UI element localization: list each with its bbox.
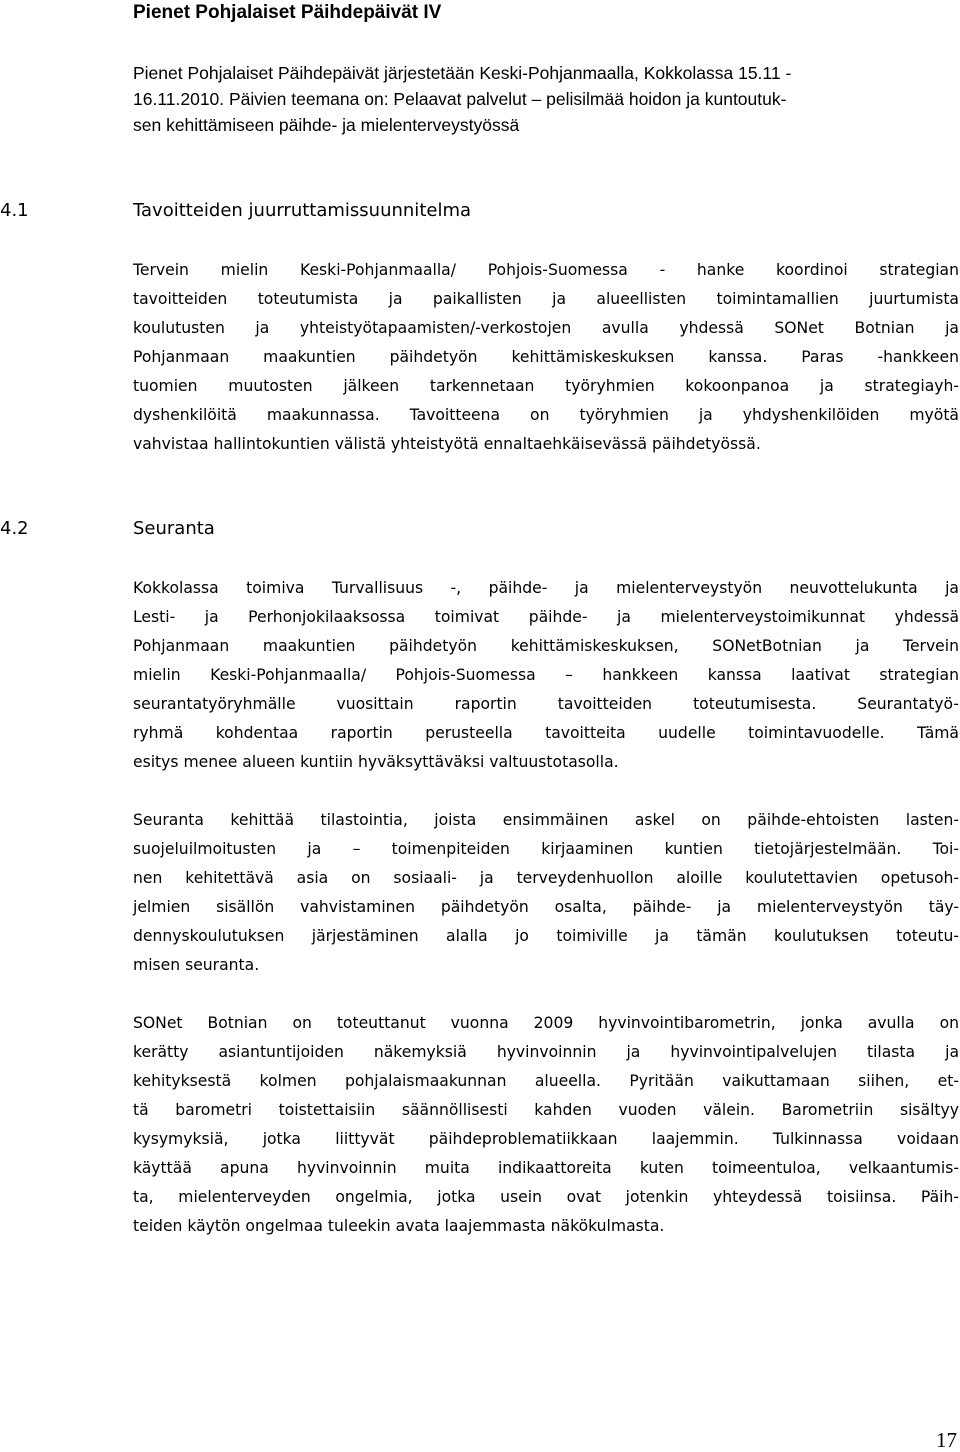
text-line: kehityksestä kolmen pohjalaismaakunnan alueella. Pyritään vaikuttamaan siihen, et- bbox=[133, 1072, 959, 1090]
text-line: käyttää apuna hyvinvoinnin muita indikaattoreita kuten toimeentuloa, velkaantumis- bbox=[133, 1159, 959, 1177]
text-line: Kokkolassa toimiva Turvallisuus -, päihde- ja mielenterveystyön neuvottelukunta ja bbox=[133, 579, 959, 597]
text-line: esitys menee alueen kuntiin hyväksyttäväksi valtuustotasolla. bbox=[133, 753, 619, 771]
intro-line: Pienet Pohjalaiset Päihdepäivät järjestetään Keski-Pohjanmaalla, Kokkolassa 15.11 - bbox=[133, 63, 792, 83]
text-line: jelmien sisällön vahvistaminen päihdetyön osalta, päihde- ja mielenterveystyön täy- bbox=[133, 898, 959, 916]
section-title: Seuranta bbox=[133, 518, 215, 539]
text-line: ta, mielenterveyden ongelmia, jotka usein ovat jotenkin yhteydessä toisiinsa. Päih- bbox=[133, 1188, 959, 1206]
text-line: Pohjanmaan maakuntien päihdetyön kehittämiskeskuksen, SONetBotnian ja Tervein bbox=[133, 637, 959, 655]
page-number: 17 bbox=[936, 1428, 957, 1452]
text-line: mielin Keski-Pohjanmaalla/ Pohjois-Suomessa – hankkeen kanssa laativat strategian bbox=[133, 666, 959, 684]
section-number: 4.2 bbox=[0, 518, 29, 539]
text-line: suojeluilmoitusten ja – toimenpiteiden kirjaaminen kuntien tietojärjestelmään. Toi- bbox=[133, 840, 959, 858]
text-line: Pohjanmaan maakuntien päihdetyön kehittämiskeskuksen kanssa. Paras -hankkeen bbox=[133, 348, 959, 366]
text-line: Seuranta kehittää tilastointia, joista ensimmäinen askel on päihde-ehtoisten lasten- bbox=[133, 811, 959, 829]
text-line: kysymyksiä, jotka liittyvät päihdeproblematiikkaan laajemmin. Tulkinnassa voidaan bbox=[133, 1130, 959, 1148]
text-line: tä barometri toistettaisiin säännöllisesti kahden vuoden välein. Barometriin sisältyy bbox=[133, 1101, 959, 1119]
text-line: ryhmä kohdentaa raportin perusteella tavoitteita uudelle toimintavuodelle. Tämä bbox=[133, 724, 959, 742]
text-line: tavoitteiden toteutumista ja paikallisten ja alueellisten toimintamallien juurtumista bbox=[133, 290, 959, 308]
section-number: 4.1 bbox=[0, 200, 29, 221]
text-line: koulutusten ja yhteistyötapaamisten/-verkostojen avulla yhdessä SONet Botnian ja bbox=[133, 319, 959, 337]
text-line: Lesti- ja Perhonjokilaaksossa toimivat päihde- ja mielenterveystoimikunnat yhdessä bbox=[133, 608, 959, 626]
text-line: vahvistaa hallintokuntien välistä yhteistyötä ennaltaehkäisevässä päihdetyössä. bbox=[133, 435, 761, 453]
section-4-2-paragraph-1 bbox=[133, 574, 959, 777]
section-4-2-paragraph-3 bbox=[133, 1009, 959, 1241]
document-heading: Pienet Pohjalaiset Päihdepäivät IV bbox=[133, 2, 442, 23]
text-line: dyshenkilöitä maakunnassa. Tavoitteena on työryhmien ja yhdyshenkilöiden myötä bbox=[133, 406, 959, 424]
section-4-2-paragraph-2 bbox=[133, 806, 959, 980]
intro-paragraph bbox=[133, 60, 945, 138]
intro-line: 16.11.2010. Päivien teemana on: Pelaavat palvelut – pelisilmää hoidon ja kuntoutuk- bbox=[133, 89, 787, 109]
text-line: nen kehitettävä asia on sosiaali- ja terveydenhuollon aloille koulutettavien opetusoh- bbox=[133, 869, 959, 887]
text-line: SONet Botnian on toteuttanut vuonna 2009 hyvinvointibarometrin, jonka avulla on bbox=[133, 1014, 959, 1032]
section-title: Tavoitteiden juurruttamissuunnitelma bbox=[133, 200, 472, 221]
text-line: misen seuranta. bbox=[133, 956, 260, 974]
text-line: seurantatyöryhmälle vuosittain raportin tavoitteiden toteutumisesta. Seurantatyö- bbox=[133, 695, 959, 713]
text-line: dennyskoulutuksen järjestäminen alalla jo toimiville ja tämän koulutuksen toteutu- bbox=[133, 927, 959, 945]
text-line: teiden käytön ongelmaa tuleekin avata laajemmasta näkökulmasta. bbox=[133, 1217, 665, 1235]
text-line: kerätty asiantuntijoiden näkemyksiä hyvinvoinnin ja hyvinvointipalvelujen tilasta ja bbox=[133, 1043, 959, 1061]
text-line: tuomien muutosten jälkeen tarkennetaan työryhmien kokoonpanoa ja strategiayh- bbox=[133, 377, 959, 395]
section-4-1-paragraph bbox=[133, 256, 959, 459]
intro-line: sen kehittämiseen päihde- ja mielenterveystyössä bbox=[133, 115, 520, 135]
text-line: Tervein mielin Keski-Pohjanmaalla/ Pohjois-Suomessa - hanke koordinoi strategian bbox=[133, 261, 959, 279]
